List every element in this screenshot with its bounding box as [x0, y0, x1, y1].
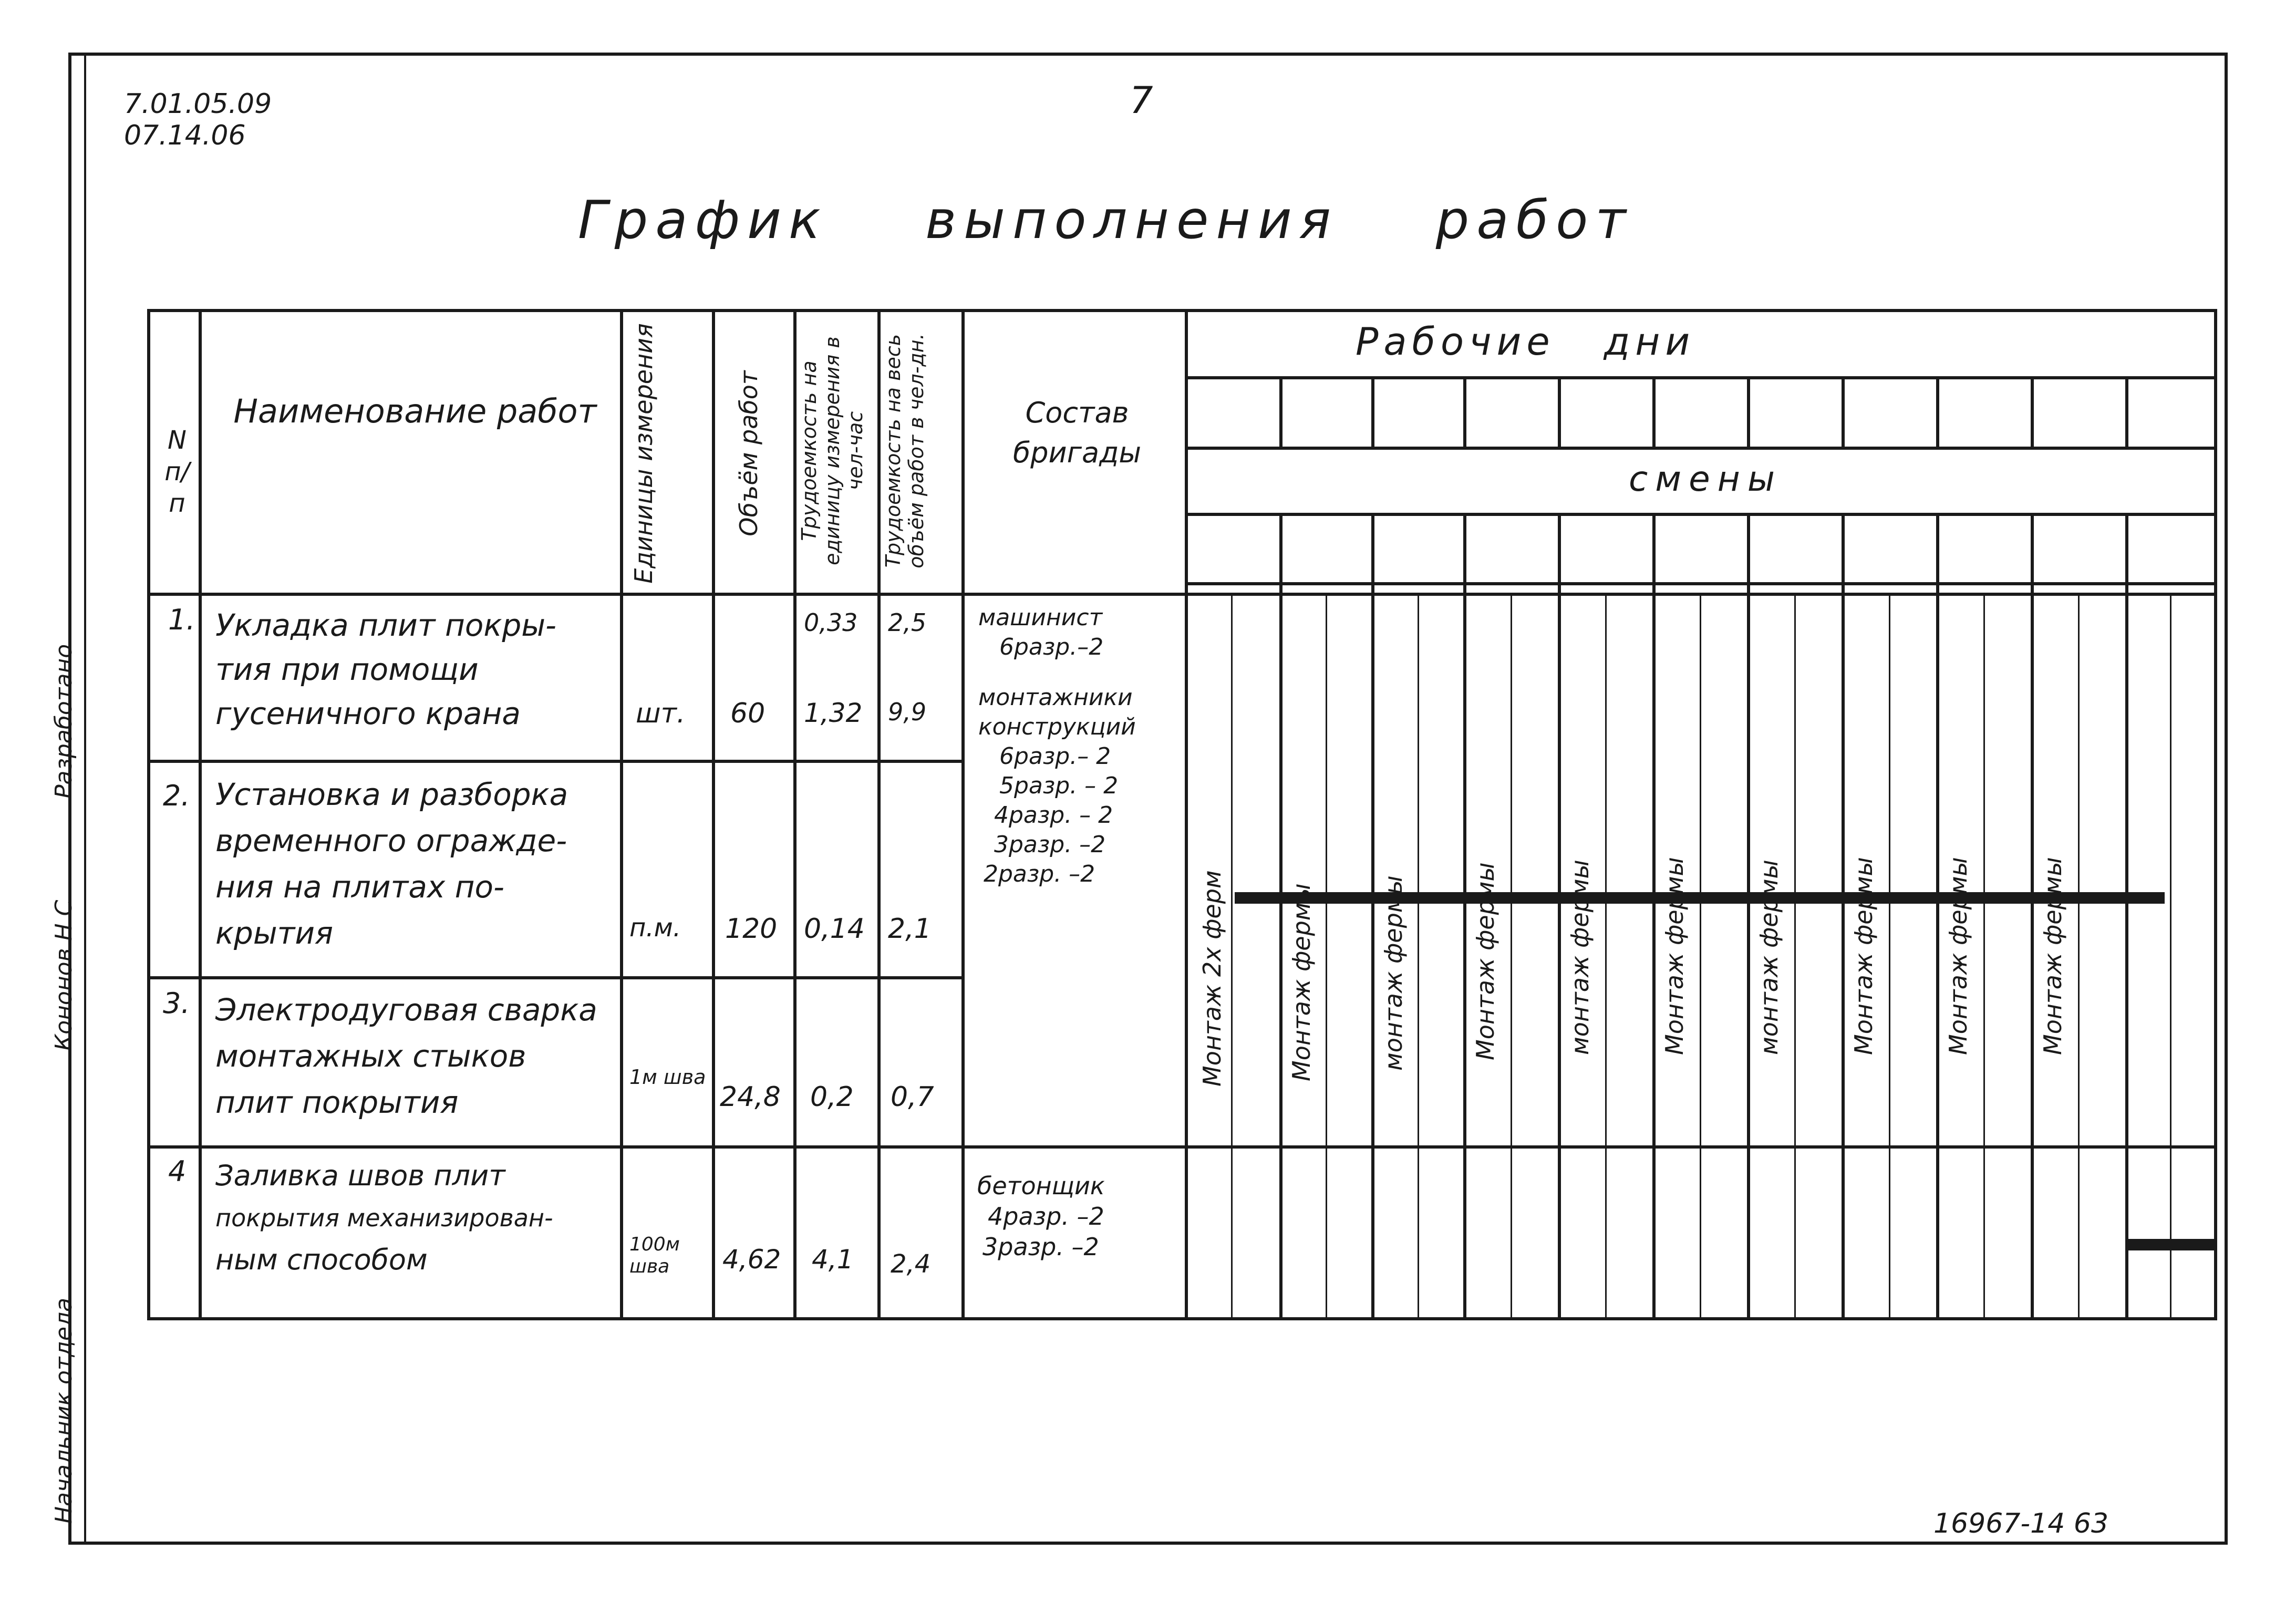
row3-unit: 1м шва	[629, 1066, 706, 1089]
row-sep	[147, 1145, 2217, 1149]
doc-code	[124, 88, 272, 151]
header-num: N п/п	[164, 426, 190, 518]
row4-name	[215, 1155, 553, 1281]
crew-1-line5: 6разр.– 2	[999, 743, 1111, 770]
gantt-label-8: Монтаж фермы	[1849, 857, 1878, 1055]
half-shift-col	[1605, 593, 1607, 1320]
row3-volume: 24,8	[720, 1081, 781, 1113]
row1-volume: 60	[730, 698, 766, 729]
row3-name-line1: Электродуговая сварка	[215, 992, 597, 1028]
gantt-label-5: монтаж фермы	[1566, 860, 1594, 1055]
shift-col	[1652, 513, 1656, 1320]
col-sep	[793, 309, 797, 1320]
row3-labor-total: 0,7	[891, 1081, 934, 1113]
crew-2-line2: 4разр. –2	[988, 1202, 1104, 1231]
half-shift-col	[2170, 593, 2171, 1320]
day-sep	[1279, 376, 1283, 447]
crew-1-line1: машинист	[978, 604, 1103, 631]
side-stamp-developed: Разработано	[50, 644, 77, 799]
shift-col	[1371, 513, 1374, 1320]
row4-name-line2: покрытия механизирован-	[215, 1204, 553, 1232]
shift-col	[1842, 513, 1845, 1320]
half-shift-col	[1794, 593, 1796, 1320]
crew-1-line4: конструкций	[978, 714, 1136, 740]
half-shift-col	[1983, 593, 1985, 1320]
half-shift-col	[2078, 593, 2080, 1320]
row4-num: 4	[168, 1155, 187, 1188]
half-shift-col	[1511, 593, 1512, 1320]
side-stamp-name: Кононов Н.С.	[50, 892, 77, 1051]
half-shift-col	[1326, 593, 1327, 1320]
shifts-cells-sep	[1185, 582, 2217, 585]
row3-labor-unit: 0,2	[810, 1081, 854, 1113]
shift-col	[1279, 513, 1283, 1320]
half-shift-col	[1418, 593, 1419, 1320]
table-top-border	[147, 309, 2217, 312]
crew-block-2	[977, 1171, 1105, 1262]
table-bottom-border	[147, 1317, 2217, 1320]
row2-labor-unit: 0,14	[804, 913, 865, 945]
col-sep	[620, 309, 623, 1320]
crew-block-1	[978, 603, 1136, 889]
row2-volume: 120	[725, 913, 778, 945]
workdays-sep	[1185, 376, 2217, 379]
half-shift-col	[1889, 593, 1890, 1320]
row1-name	[215, 603, 556, 736]
row4-name-line3: ным способом	[215, 1243, 428, 1276]
header-name: Наименование работ	[233, 392, 597, 430]
col-sep	[877, 309, 881, 1320]
col-sep	[961, 309, 965, 1320]
day-sep	[1652, 376, 1656, 447]
stamp-divider	[84, 53, 86, 1545]
row4-volume: 4,62	[722, 1244, 781, 1275]
shift-col	[1463, 513, 1466, 1320]
side-stamp-head: Начальник отдела	[50, 1297, 77, 1524]
gantt-label-6: Монтаж фермы	[1660, 857, 1689, 1055]
gantt-bar-grouting	[2128, 1239, 2215, 1250]
header-bottom	[147, 593, 2217, 596]
row1-unit: шт.	[636, 698, 686, 729]
row2-name	[215, 771, 568, 956]
shift-col	[1558, 513, 1561, 1320]
crew-1-line2: 6разр.–2	[999, 634, 1104, 660]
crew-1-line9: 2разр. –2	[984, 861, 1095, 887]
row2-name-line4: крытия	[215, 915, 334, 951]
col-sep	[199, 309, 202, 1320]
gantt-label-3: монтаж фермы	[1379, 875, 1408, 1071]
shifts-row-sep	[1185, 513, 2217, 516]
day-sep	[1842, 376, 1845, 447]
shift-col	[1747, 513, 1750, 1320]
day-sep	[1936, 376, 1939, 447]
row1-name-line3: гусеничного крана	[215, 696, 521, 731]
row1-name-line2: тия при помощи	[215, 652, 479, 687]
crew-1-line6: 5разр. – 2	[999, 772, 1119, 799]
shift-col	[2125, 513, 2128, 1320]
crew-1-line7: 4разр. – 2	[994, 802, 1113, 829]
header-work-days: Рабочие дни	[1356, 319, 1695, 364]
day-sep	[1747, 376, 1750, 447]
row3-name-line3: плит покрытия	[215, 1084, 459, 1120]
row2-num: 2.	[163, 779, 190, 812]
header-shifts: смены	[1629, 459, 1782, 499]
row3-num: 3.	[163, 987, 190, 1020]
header-labor-unit: Трудоемкость на единицу измерения в чел-час	[798, 336, 867, 565]
day-sep	[1463, 376, 1466, 447]
shift-col	[1936, 513, 1939, 1320]
row4-labor-total: 2,4	[891, 1249, 931, 1279]
day-sep	[2031, 376, 2034, 447]
days-row-sep	[1185, 447, 2217, 450]
doc-code-line2: 07.14.06	[124, 120, 246, 151]
half-shift-col	[1231, 593, 1233, 1320]
table-left-border	[147, 309, 150, 1320]
page-number: 7	[1130, 79, 1153, 122]
header-unit: Единицы измерения	[629, 323, 658, 584]
gantt-label-9: Монтаж фермы	[1944, 857, 1972, 1055]
row1-name-line1: Укладка плит покры-	[215, 607, 556, 643]
crew-2-line1: бетонщик	[977, 1172, 1105, 1200]
doc-code-line1: 7.01.05.09	[124, 88, 272, 120]
crew-1-line3: монтажники	[978, 684, 1133, 711]
row1-num: 1.	[168, 603, 195, 636]
page-title: График выполнения работ	[578, 189, 1633, 251]
row-sep	[147, 760, 965, 763]
row4-labor-unit: 4,1	[812, 1244, 854, 1275]
header-volume: Объём работ	[735, 370, 763, 536]
row-sep	[147, 976, 965, 979]
row4-name-line1: Заливка швов плит	[215, 1159, 505, 1192]
col-sep	[712, 309, 715, 1320]
day-sep	[1558, 376, 1561, 447]
schedule-table	[147, 309, 2217, 1320]
row2-name-line2: временного огражде-	[215, 823, 567, 859]
row3-name	[215, 987, 597, 1125]
gantt-label-4: Монтаж фермы	[1471, 862, 1499, 1060]
gantt-label-2: Монтаж фермы	[1287, 883, 1316, 1081]
row1-labor-unit-a: 0,33	[804, 608, 858, 637]
row4-unit: 100м шва	[629, 1234, 680, 1277]
row1-labor-total-a: 2,5	[888, 608, 927, 637]
gantt-label-10: Монтаж фермы	[2039, 857, 2067, 1055]
header-crew: Состав бригады	[1012, 396, 1142, 469]
gantt-label-7: монтаж фермы	[1755, 860, 1783, 1055]
day-sep	[1371, 376, 1374, 447]
row2-unit: п.м.	[629, 913, 681, 943]
day-sep	[2125, 376, 2128, 447]
crew-2-line3: 3разр. –2	[982, 1233, 1099, 1261]
crew-1-line8: 3разр. –2	[994, 831, 1106, 858]
row2-labor-total: 2,1	[888, 913, 932, 945]
half-shift-col	[1700, 593, 1701, 1320]
shift-col	[2031, 513, 2034, 1320]
gantt-label-1: Монтаж 2х ферм	[1198, 870, 1226, 1087]
table-right-border	[2214, 309, 2217, 1320]
row1-labor-total-b: 9,9	[888, 698, 927, 726]
row2-name-line1: Установка и разборка	[215, 777, 568, 812]
footer-code: 16967-14 63	[1933, 1508, 2109, 1539]
row2-name-line3: ния на плитах по-	[215, 869, 504, 905]
col-sep	[1185, 309, 1188, 1320]
row1-labor-unit-b: 1,32	[804, 698, 863, 728]
header-labor-total: Трудоемкость на весь объём работ в чел-дн.	[882, 333, 928, 568]
row3-name-line2: монтажных стыков	[215, 1038, 526, 1074]
gantt-bar-installation	[1235, 892, 2165, 904]
